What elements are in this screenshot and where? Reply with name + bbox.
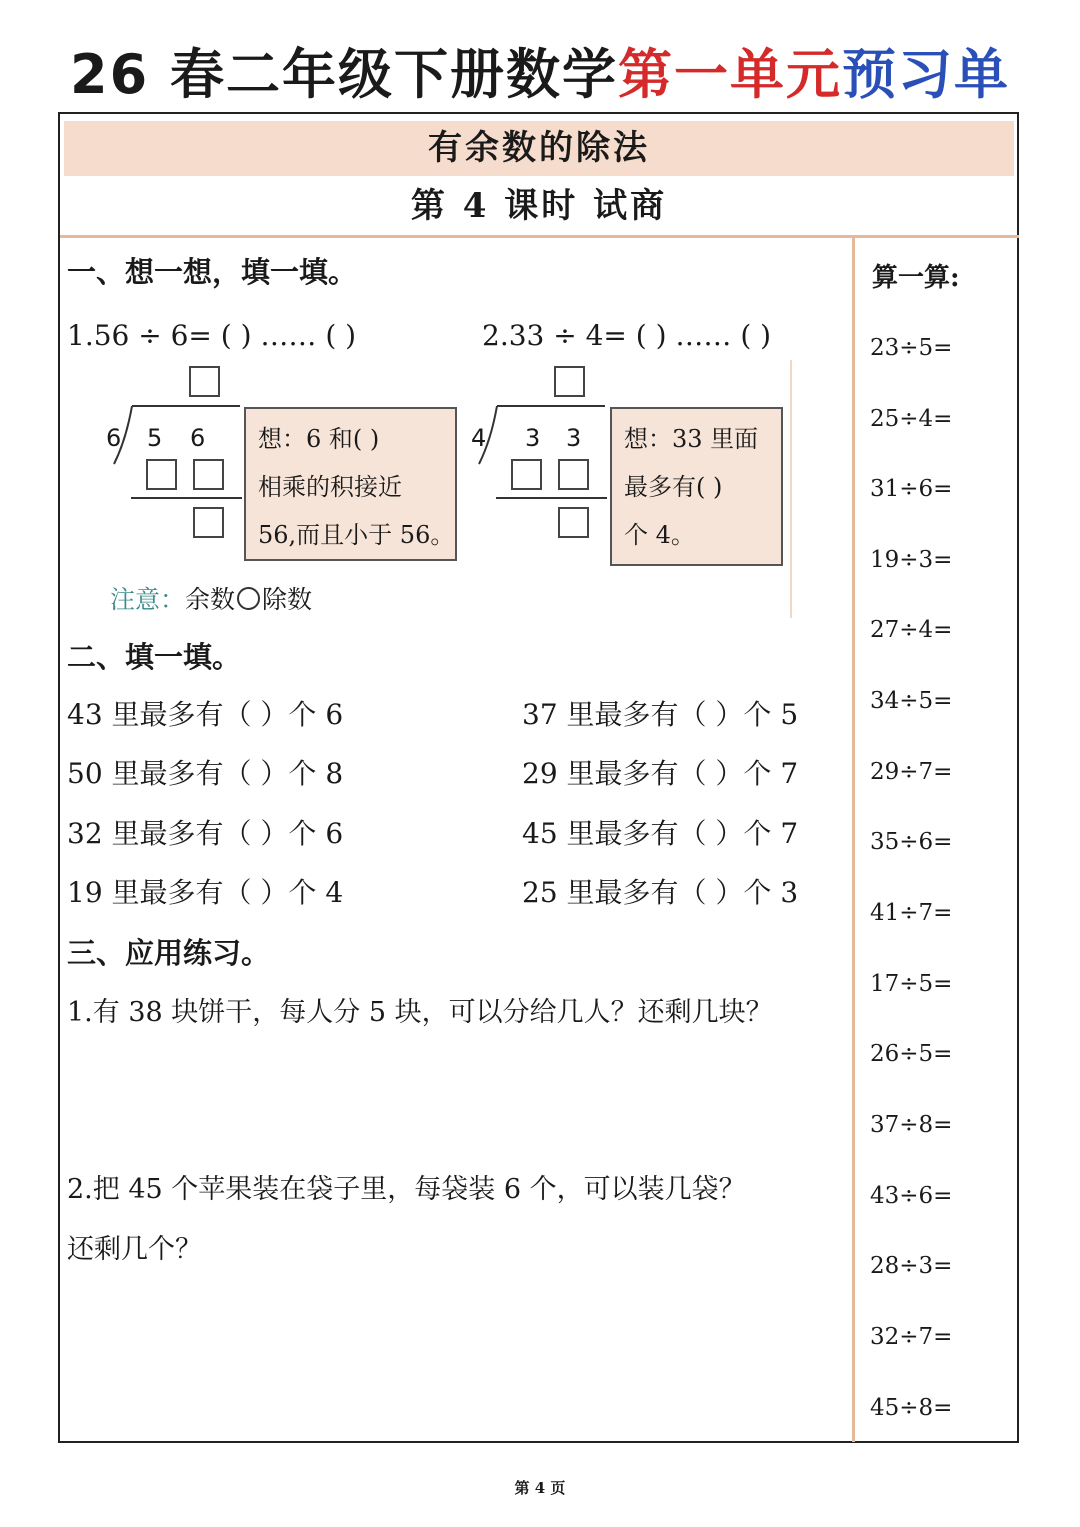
hint-box — [610, 407, 783, 566]
dividend-digit: 3 — [566, 424, 582, 452]
quotient-box[interactable] — [189, 366, 220, 397]
calc-item: 35÷6= — [870, 829, 953, 855]
section2-heading: 二、填一填。 — [67, 640, 242, 674]
calc-item: 26÷5= — [870, 1041, 953, 1067]
column-divider — [852, 238, 855, 1442]
note-label: 注意： — [110, 585, 186, 614]
title-unit: 第一单元 — [617, 43, 842, 106]
problem2-equation: 2.33 ÷ 4= ( ) …… ( ) — [482, 319, 772, 352]
calc-item: 17÷5= — [870, 971, 953, 997]
calc-item: 45÷8= — [870, 1395, 953, 1421]
calc-item: 34÷5= — [870, 688, 953, 714]
hint-line: 最多有( ) — [624, 473, 723, 501]
calc-item: 28÷3= — [870, 1253, 953, 1279]
note-word: 余数 — [185, 585, 236, 614]
calc-item: 25÷4= — [870, 406, 953, 432]
divisor: 4 — [471, 424, 487, 452]
hint-line: 56,而且小于 56。 — [258, 521, 455, 549]
fill-item: 29 里最多有（ ）个 7 — [522, 757, 799, 790]
product-box[interactable] — [511, 459, 542, 490]
compare-circle[interactable] — [237, 587, 260, 610]
word-problem-2: 2.把 45 个苹果装在袋子里，每袋装 6 个，可以装几袋？ — [67, 1174, 746, 1205]
section1-heading: 一、想一想，填一填。 — [67, 255, 358, 289]
note — [110, 582, 312, 618]
page-number: 第 4 页 — [514, 1479, 566, 1497]
word-problem-1: 1.有 38 块饼干，每人分 5 块，可以分给几人？还剩几块？ — [67, 997, 773, 1028]
title-grade: 26 春二年级下册数学 — [70, 43, 618, 106]
fill-item: 43 里最多有（ ）个 6 — [67, 698, 344, 731]
title-type: 预习单 — [841, 43, 1010, 106]
product-box[interactable] — [193, 459, 224, 490]
fill-item: 25 里最多有（ ）个 3 — [522, 876, 799, 909]
calc-item: 19÷3= — [870, 547, 953, 573]
division-bracket — [112, 402, 244, 468]
calc-item: 31÷6= — [870, 476, 953, 502]
section3-heading: 三、应用练习。 — [67, 936, 271, 970]
header-divider — [60, 235, 1019, 238]
remainder-box[interactable] — [558, 507, 589, 538]
calc-item: 23÷5= — [870, 335, 953, 361]
calc-heading: 算一算: — [872, 263, 960, 293]
fill-item: 45 里最多有（ ）个 7 — [522, 817, 799, 850]
fill-item: 19 里最多有（ ）个 4 — [67, 876, 344, 909]
word-problem-2-cont: 还剩几个？ — [67, 1234, 202, 1265]
note-word: 除数 — [262, 585, 313, 614]
fill-item: 32 里最多有（ ）个 6 — [67, 817, 344, 850]
hint-line: 想：6 和( ) — [258, 425, 380, 453]
calc-item: 37÷8= — [870, 1112, 953, 1138]
remainder-box[interactable] — [193, 507, 224, 538]
hint-line: 相乘的积接近 — [258, 473, 402, 501]
problem1-equation: 1.56 ÷ 6= ( ) …… ( ) — [67, 319, 357, 352]
lesson-subtitle: 第 4 课时 试商 — [410, 186, 668, 226]
calc-item: 43÷6= — [870, 1183, 953, 1209]
division-bracket — [477, 402, 609, 468]
subtraction-line — [131, 497, 242, 499]
calc-item: 29÷7= — [870, 759, 953, 785]
dividend-digit: 5 — [147, 424, 163, 452]
example-divider — [790, 360, 792, 618]
hint-line: 想：33 里面 — [624, 425, 759, 453]
product-box[interactable] — [146, 459, 177, 490]
calc-item: 41÷7= — [870, 900, 953, 926]
lesson-title: 有余数的除法 — [428, 128, 650, 168]
calc-item: 32÷7= — [870, 1324, 953, 1350]
calc-item: 27÷4= — [870, 617, 953, 643]
hint-line: 个 4。 — [624, 521, 695, 549]
dividend-digit: 6 — [190, 424, 206, 452]
dividend-digit: 3 — [525, 424, 541, 452]
page-title — [0, 40, 1080, 110]
divisor: 6 — [106, 424, 122, 452]
fill-item: 50 里最多有（ ）个 8 — [67, 757, 344, 790]
subtraction-line — [496, 497, 607, 499]
hint-box — [244, 407, 457, 561]
product-box[interactable] — [558, 459, 589, 490]
quotient-box[interactable] — [554, 366, 585, 397]
fill-item: 37 里最多有（ ）个 5 — [522, 698, 799, 731]
